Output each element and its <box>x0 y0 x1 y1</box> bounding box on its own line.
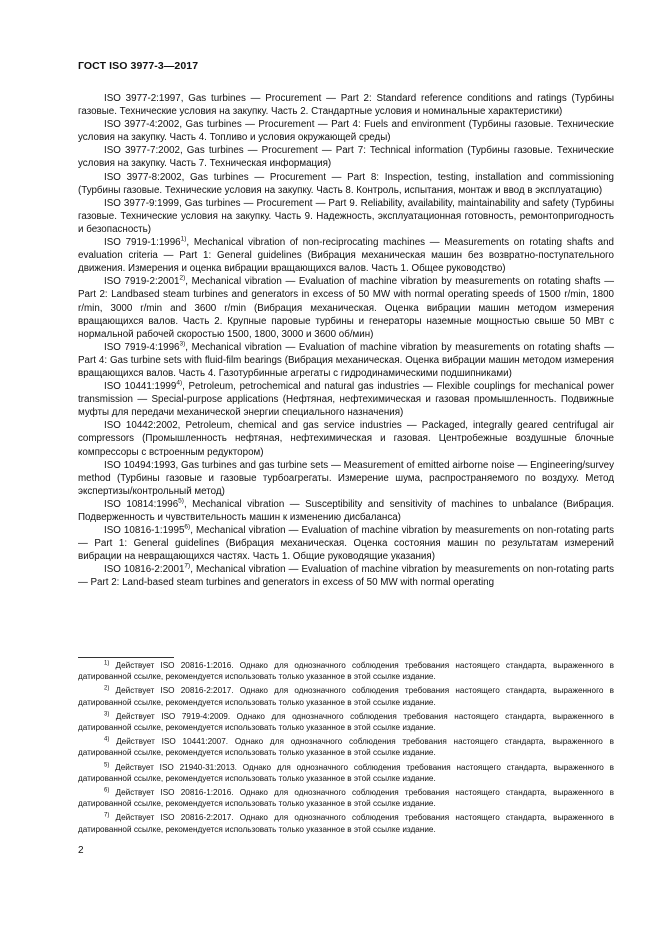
reference-item: ISO 7919-1:1996$^{1)}$, Mechanical vibration of non-reciprocating machines — Measurements on rotating shafts and evaluation criteria — Part 1: General guidelines (Вибрация механическая машин без возвратно-поступательного движения. Измерения и оценка вибрации вращающихся валов. Часть 1. Общее руководство) <box>78 235 614 275</box>
footnote-ref: 5) <box>178 497 184 505</box>
reference-item: ISO 3977-2:1997, Gas turbines — Procurement — Part 2: Standard reference conditions and ratings (Турбины газовые. Технические условия на закупку. Часть 2. Стандартные условия и номинальные характеристики) <box>78 93 614 118</box>
reference-item: ISO 7919-4:1996$^{3)}$, Mechanical vibration — Evaluation of machine vibration by measurements on rotating shafts — Part 4: Gas turbine sets with fluid-film bearings (Вибрация механическая. Оценка вибрации машин методом измерения вращающихся валов. Часть 4. Газотурбинные агрегаты с гидродинамическими подшипниками) <box>78 340 614 379</box>
reference-item: ISO 10816-1:1995$^{6)}$, Mechanical vibration — Evaluation of machine vibration by measurements on non-rotating parts — Part 1: General guidelines (Вибрация механическая. Оценка состояния машин по результатам измерений вибрации на невращающихся частях. Часть 1. Общие руководящие указания) <box>78 523 614 563</box>
reference-item: ISO 10494:1993, Gas turbines and gas turbine sets — Measurement of emitted airborne noise — Engineering/survey method (Турбины газовые и газовые турбоагрегаты. Измерение шума, распространяемого по воздуху. Метод экспертизы/контрольный метод) <box>78 459 614 497</box>
reference-item: ISO 10441:1999$^{4)}$, Petroleum, petrochemical and natural gas industries — Flexible couplings for mechanical power transmission — Special-purpose applications (Нефтяная, нефтехимическая и газовая промышленность. Подвижные муфты для передачи механической энергии специального назначения) <box>78 379 615 419</box>
footnote-ref: 7) <box>184 563 191 571</box>
footnote-ref: 6) <box>184 523 191 531</box>
page-number: 2 <box>78 845 84 856</box>
footnote-ref: 2) <box>179 275 186 283</box>
footnote: $^{1)}$ Действует ISO 20816-1:2016. Однако для однозначного соблюдения требования настоящего стандарта, выраженного в датированной ссылке, рекомендуется использовать только указанное в этой ссылке издание. <box>78 660 614 682</box>
reference-item: ISO 10814:1996$^{5)}$, Mechanical vibration — Susceptibility and sensitivity of machines to unbalance (Вибрация. Подверженность и чувствительность машин к изменению дисбаланса) <box>78 497 615 523</box>
reference-item: ISO 10442:2002, Petroleum, chemical and gas service industries — Packaged, integrally geared centrifugal air compressors (Промышленность нефтяная, нефтехимическая и газовая. Центробежные воздушные блочные компрессоры с встроенным редуктором) <box>78 420 614 458</box>
reference-item: ISO 3977-8:2002, Gas turbines — Procurement — Part 8: Inspection, testing, installation and commissioning (Турбины газовые. Технические условия на закупку. Часть 8. Контроль, испытания, монтаж и ввод в эксплуатацию) <box>78 171 614 196</box>
footnote: $^{4)}$ Действует ISO 10441:2007. Однако для однозначного соблюдения требования настоящего стандарта, выраженного в датированной ссылке, рекомендуется использовать только указанное в этой ссылке издание. <box>78 736 614 758</box>
footnote: $^{3)}$ Действует ISO 7919-4:2009. Однако для однозначного соблюдения требования настоящего стандарта, выраженного в датированной ссылке, рекомендуется использовать только указанное в этой ссылке издание. <box>78 711 614 733</box>
footnotes <box>78 660 614 838</box>
reference-item: ISO 7919-2:2001$^{2)}$, Mechanical vibration — Evaluation of machine vibration by measurements on rotating shafts — Part 2: Landbased steam turbines and generators in excess of 50 MW with normal operating speeds of 1500 r/min, 1800 r/min, 3000 r/min and 3600 r/min (Вибрация механическая. Оценка вибрации машин методом измерения вращающихся валов. Часть 2. Крупные паровые турбины и генераторы наземные мощностью свыше 50 МВт с нормальной рабочей скоростью 1500, 1800, 3000 и 3600 об/мин) <box>78 275 614 340</box>
footnote: $^{7)}$ Действует ISO 20816-2:2017. Однако для однозначного соблюдения требования настоящего стандарта, выраженного в датированной ссылке, рекомендуется использовать только указанное в этой ссылке издание. <box>78 812 614 834</box>
footnote: $^{5)}$ Действует ISO 21940-31:2013. Однако для однозначного соблюдения требования настоящего стандарта, выраженного в датированной ссылке, рекомендуется использовать только указанное в этой ссылке издание. <box>78 761 614 783</box>
footnote-ref: 3) <box>179 340 186 348</box>
reference-list <box>78 92 614 590</box>
reference-item: ISO 3977-9:1999, Gas turbines — Procurement — Part 9. Reliability, availability, maintainability and safety (Турбины газовые. Технические условия на закупку. Часть 9. Надежность, эксплуатационная готовность, ремонтопригодность и безопасность) <box>78 197 614 235</box>
document-header: ГОСТ ISO 3977-3—2017 <box>78 60 199 72</box>
reference-item: ISO 3977-7:2002, Gas turbines — Procurement — Part 7: Technical information (Турбины газовые. Технические условия на закупку. Часть 7. Техническая информация) <box>78 145 614 170</box>
footnote: $^{2)}$ Действует ISO 20816-2:2017. Однако для однозначного соблюдения требования настоящего стандарта, выраженного в датированной ссылке, рекомендуется использовать только указанное в этой ссылке издание. <box>78 685 614 707</box>
footnote-divider <box>78 657 174 658</box>
reference-item: ISO 10816-2:2001$^{7)}$, Mechanical vibration — Evaluation of machine vibration by measurements on non-rotating parts — Part 2: Land-based steam turbines and generators in excess of 50 MW with normal operating <box>78 563 614 589</box>
footnote-ref: 1) <box>180 235 187 243</box>
footnote-ref: 4) <box>176 379 183 387</box>
footnote: $^{6)}$ Действует ISO 20816-1:2016. Однако для однозначного соблюдения требования настоящего стандарта, выраженного в датированной ссылке, рекомендуется использовать только указанное в этой ссылке издание. <box>78 787 614 809</box>
reference-item: ISO 3977-4:2002, Gas turbines — Procurement — Part 4: Fuels and environment (Турбины газовые. Технические условия на закупку. Часть 4. Топливо и условия окружающей среды) <box>78 119 614 144</box>
